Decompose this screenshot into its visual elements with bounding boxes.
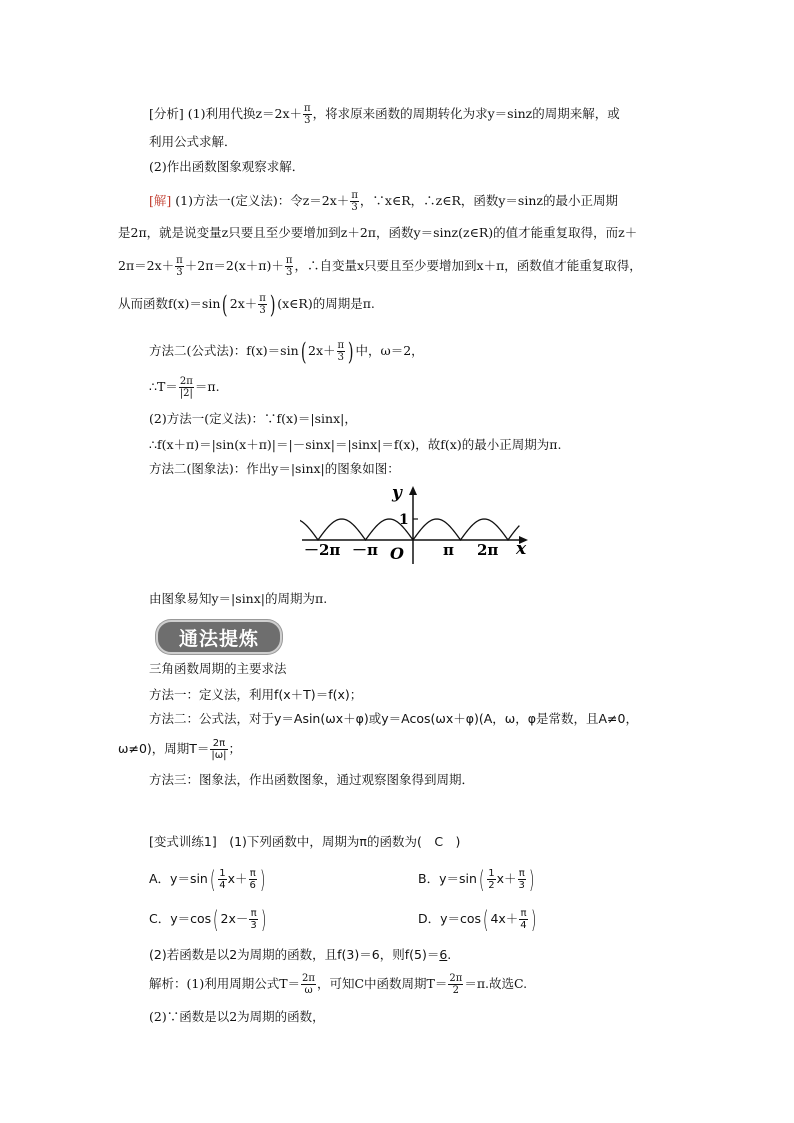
analysis-line-3: (2)作出函数图象观察求解．: [149, 159, 305, 174]
fraction: $\frac{\pi}{3}$: [259, 293, 266, 316]
fraction: $\frac{\pi}{3}$: [285, 255, 293, 278]
part2-line-2: ∴f(x＋π)＝|sin(x＋π)|＝|－sinx|＝|sinx|＝f(x)，故f(x)的最小正周期为π.: [149, 437, 562, 452]
summary-method-2-cont: ω≠0)，周期T＝ $\frac{2\pi}{|\omega|}$ ；: [118, 738, 242, 761]
x-tick-label-neg-2pi: －2π: [304, 541, 341, 559]
explanation-line-2: (2)∵函数是以2为周期的函数，: [149, 1009, 325, 1024]
solution-method2-line: 方法二(公式法)：f(x)＝sin( 2x＋ $\frac{\pi}{3}$ ) 中，ω＝2，: [149, 337, 424, 366]
summary-title: 三角函数周期的主要求法: [149, 661, 287, 676]
solution-line-3: 2π＝2x＋ $\frac{\pi}{3}$ ＋2π＝2(x＋π)＋ $\frac{\pi}{3}$ ，∴自变量x只要且至少要增加到x＋π，函数值才能重复取得，: [118, 255, 642, 278]
x-tick-label-pi: π: [443, 541, 454, 559]
summary-method-3: 方法三：图象法，作出函数图象，通过观察图象得到周期．: [149, 772, 475, 787]
option-a: A．y＝sin( $\frac{1}{4}$ x＋ $\frac{\pi}{6}$ ): [149, 865, 266, 894]
solution-period-line: ∴T＝ $\frac{2\pi}{|2|}$ ＝π.: [149, 376, 220, 399]
fraction: $\frac{\pi}{3}$: [304, 103, 311, 126]
option-c: C．y＝cos( 2x－ $\frac{\pi}{3}$ ): [149, 905, 267, 934]
analysis-line-1: [分析] (1)利用代换z＝2x＋ $\frac{\pi}{3}$ ，将求原来函数的周期转化为求y＝sinz的周期来解，或: [149, 103, 620, 126]
question-2: (2)若函数是以2为周期的函数，且f(3)＝6，则f(5)＝6.: [149, 947, 452, 962]
fraction: $\frac{\pi}{3}$: [351, 190, 358, 213]
summary-method-2: 方法二：公式法，对于y＝Asin(ωx＋φ)或y＝Acos(ωx＋φ)(A，ω，φ是常数，且A≠0，: [149, 711, 638, 726]
x-tick-label-2pi: 2π: [477, 541, 499, 559]
option-b: B．y＝sin( $\frac{1}{2}$ x＋ $\frac{\pi}{3}$ ): [418, 865, 535, 894]
origin-label: O: [390, 544, 404, 563]
abs-sine-graph: [300, 482, 535, 567]
fraction: $\frac{\pi}{3}$: [337, 340, 345, 363]
part2-line-3: 方法二(图象法)：作出y＝|sinx|的图象如图：: [149, 461, 400, 476]
banner-label: 通法提炼: [178, 628, 259, 650]
y-axis-arrow: [409, 486, 417, 495]
solution-line-4: 从而函数f(x)＝sin( 2x＋ $\frac{\pi}{3}$ ) (x∈R)的周期是π.: [118, 290, 375, 319]
part2-line-1: (2)方法一(定义法)：∵f(x)＝|sinx|，: [149, 411, 357, 426]
fraction: $\frac{2\pi}{|\omega|}$: [211, 738, 227, 761]
solution-line-2: 是2π，就是说变量z只要且至少要增加到z＋2π，函数y＝sinz(z∈R)的值才能重复取得，而z＋: [118, 225, 638, 240]
explanation-line-1: 解析：(1)利用周期公式T＝ $\frac{2\pi}{\omega}$ ，可知C中函数周期T＝ $\frac{2\pi}{2}$ ＝π.故选C.: [149, 973, 528, 996]
part2-conclusion: 由图象易知y＝|sinx|的周期为π.: [149, 591, 328, 606]
solution-tag: [解]: [149, 193, 172, 208]
fraction: $\frac{\pi}{3}$: [176, 255, 183, 278]
option-d: D．y＝cos( 4x＋ $\frac{\pi}{4}$ ): [418, 905, 537, 934]
x-tick-label-neg-pi: －π: [352, 541, 378, 559]
summary-method-1: 方法一：定义法，利用f(x＋T)＝f(x)；: [149, 687, 363, 702]
analysis-line-2: 利用公式求解．: [149, 134, 237, 149]
solution-line-1: [解] (1)方法一(定义法)：令z＝2x＋ $\frac{\pi}{3}$ ，∵x∈R，∴z∈R，函数y＝sinz的最小正周期: [149, 190, 618, 213]
y-tick-label-one: 1: [399, 512, 409, 528]
method-summary-banner: [156, 620, 282, 654]
y-axis-label: y: [392, 483, 402, 503]
fraction: $\frac{2\pi}{|2|}$: [179, 376, 193, 399]
analysis-tag: [分析]: [149, 106, 184, 121]
x-axis-label: x: [516, 539, 527, 559]
answer-blank: 6: [439, 947, 448, 962]
abs-sine-curve: [300, 519, 519, 540]
exercise-title: [变式训练1] (1)下列函数中，周期为π的函数为( C ): [149, 834, 461, 849]
